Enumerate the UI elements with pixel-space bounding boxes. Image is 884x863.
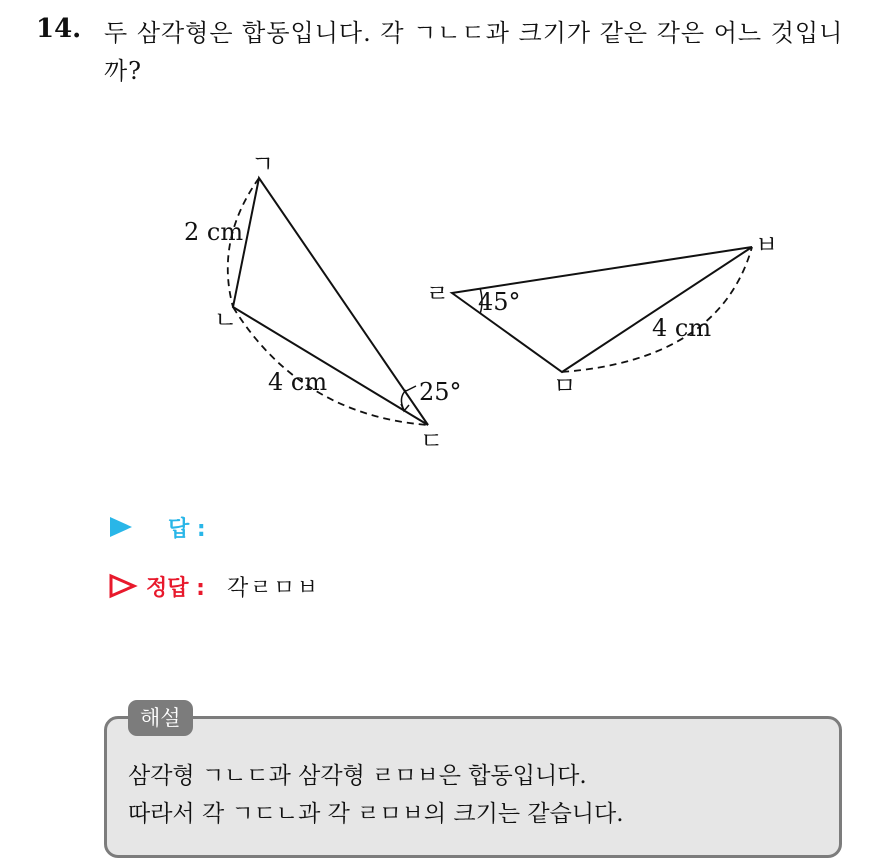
vertex-label-c: ㄷ	[420, 427, 444, 455]
side-label-ab: 2 cm	[184, 218, 244, 246]
correct-answer-row	[108, 571, 320, 601]
question-text: 두 삼각형은 합동입니다. 각 ㄱㄴㄷ과 크기가 같은 각은 어느 것입니까?	[104, 19, 844, 85]
question-number: 14.	[36, 14, 82, 44]
answer-row	[108, 512, 228, 542]
correct-answer-label: 정답 :	[146, 575, 205, 601]
angle-leader-c	[406, 386, 416, 391]
vertex-label-b: ㄴ	[214, 306, 238, 334]
answer-label: 답 :	[168, 516, 206, 542]
angle-label-d: 45°	[478, 288, 521, 316]
explanation-line-1: 삼각형 ㄱㄴㄷ과 삼각형 ㄹㅁㅂ은 합동입니다.	[128, 763, 587, 789]
correct-triangle-outline-icon	[108, 573, 138, 599]
angle-label-c: 25°	[419, 378, 462, 406]
explanation-line-2: 따라서 각 ㄱㄷㄴ과 각 ㄹㅁㅂ의 크기는 같습니다.	[128, 801, 624, 827]
vertex-label-a: ㄱ	[251, 150, 275, 178]
triangle-left	[233, 178, 428, 425]
side-label-ef: 4 cm	[652, 314, 712, 342]
vertex-label-d: ㄹ	[426, 280, 450, 308]
explanation-tag: 해설	[128, 700, 193, 736]
answer-triangle-icon	[108, 515, 134, 539]
vertex-label-e: ㅁ	[553, 372, 577, 400]
correct-answer-value: 각ㄹㅁㅂ	[226, 575, 320, 601]
vertex-label-f: ㅂ	[755, 231, 779, 259]
side-label-bc: 4 cm	[268, 368, 328, 396]
